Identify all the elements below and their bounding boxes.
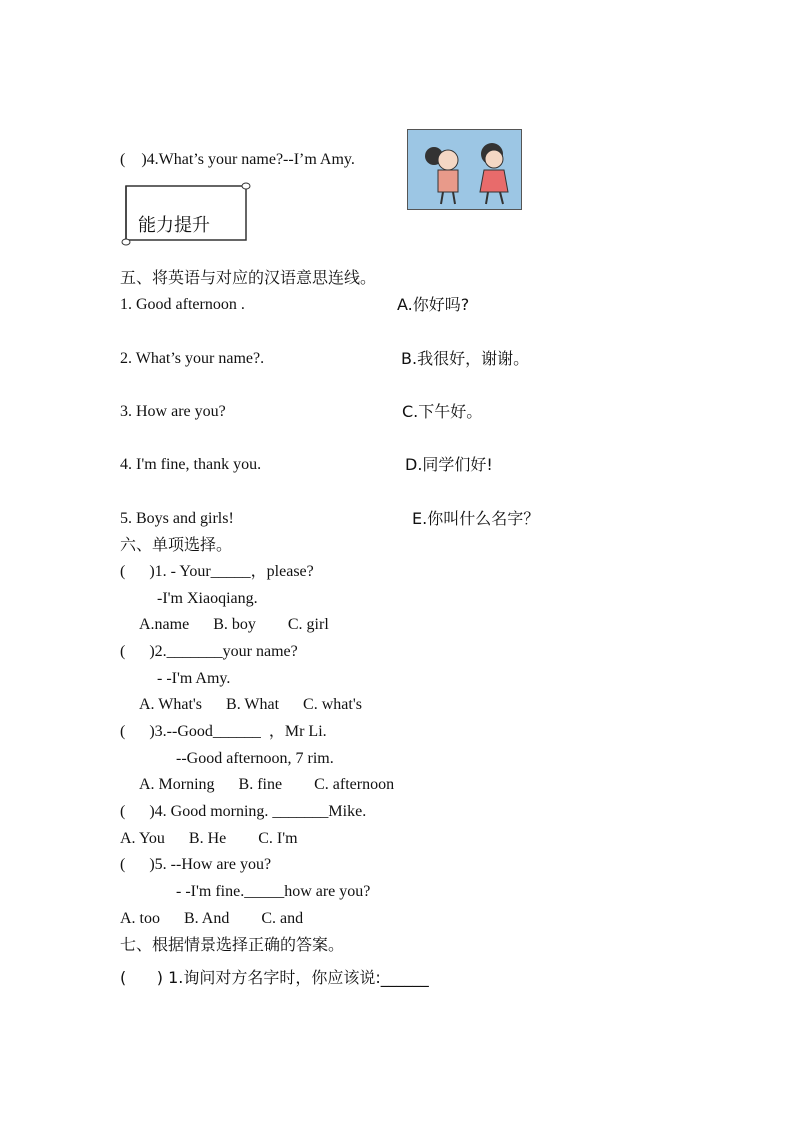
mc-q4-options: A. You B. He C. I'm — [120, 830, 298, 847]
mc-q1-options: A.name B. boy C. girl — [139, 616, 329, 633]
mc-q3-options: A. Morning B. fine C. afternoon — [139, 776, 395, 793]
match-en-5: 5. Boys and girls! — [120, 510, 234, 527]
mc-q5-options: A. too B. And C. and — [120, 910, 304, 927]
match-en-2: 2. What’s your name?. — [120, 350, 265, 367]
match-zh-c: C.下午好。 — [402, 402, 483, 421]
match-en-1: 1. Good afternoon . — [120, 296, 245, 313]
mc-q5-answer: - -I'm fine._____how are you? — [176, 883, 371, 900]
mc-q3-answer: --Good afternoon, 7 rim. — [176, 750, 334, 767]
mc-q5: ( )5. --How are you? — [120, 856, 272, 873]
mc-q4: ( )4. Good morning. _______Mike. — [120, 803, 367, 820]
mc-q1-answer: -I'm Xiaoqiang. — [157, 590, 258, 607]
match-en-3: 3. How are you? — [120, 403, 226, 420]
banner-label: 能力提升 — [138, 215, 210, 236]
match-zh-a: A.你好吗? — [397, 295, 470, 314]
q4-line: ( )4.What’s your name?--I’m Amy. — [120, 151, 355, 168]
match-zh-d: D.同学们好! — [405, 455, 493, 474]
situation-q1: ( ) 1.询问对方名字时，你应该说:______ — [120, 968, 429, 987]
match-zh-e: E.你叫什么名字？ — [412, 509, 540, 528]
mc-q2-answer: - -I'm Amy. — [157, 670, 231, 687]
match-en-4: 4. I'm fine, thank you. — [120, 456, 262, 473]
mc-q1: ( )1. - Your_____，please? — [120, 563, 314, 580]
match-zh-b: B.我很好，谢谢。 — [401, 349, 530, 368]
mc-q2-options: A. What's B. What C. what's — [139, 696, 362, 713]
illustration-boy-girl — [407, 129, 522, 210]
section7-title: 七、根据情景选择正确的答案。 — [120, 935, 345, 954]
mc-q2: ( )2._______your name? — [120, 643, 298, 660]
section6-title: 六、单项选择。 — [120, 535, 233, 554]
section5-title: 五、将英语与对应的汉语意思连线。 — [120, 268, 377, 287]
mc-q3: ( )3.--Good______ ，Mr Li. — [120, 723, 327, 740]
